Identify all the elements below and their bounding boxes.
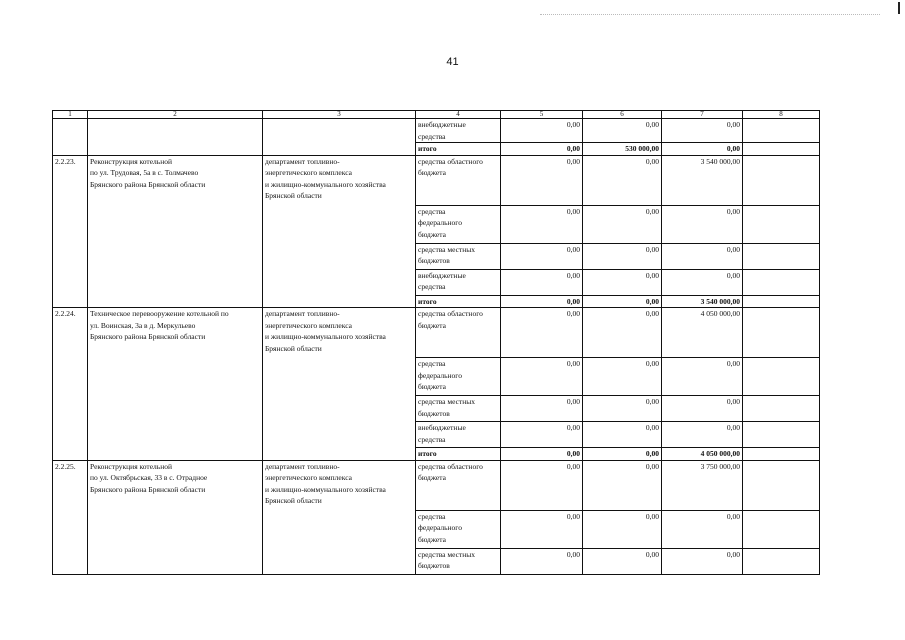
measure-code: 2.2.25. bbox=[53, 460, 88, 574]
value-col7: 3 540 000,00 bbox=[662, 295, 743, 308]
value-col7: 3 540 000,00 bbox=[662, 155, 743, 205]
column-header: 1 bbox=[53, 111, 88, 119]
funding-source: итого bbox=[416, 448, 501, 461]
value-col5: 0,00 bbox=[501, 295, 583, 308]
column-header: 7 bbox=[662, 111, 743, 119]
measure-name: Реконструкция котельной по ул. Трудовая, 5а в с. Толмачево Брянского района Брянской области bbox=[88, 155, 263, 308]
funding-source: внебюджетные средства bbox=[416, 119, 501, 143]
value-col6: 0,00 bbox=[583, 510, 662, 548]
funding-source: внебюджетные средства bbox=[416, 269, 501, 295]
funding-source: средства федерального бюджета bbox=[416, 510, 501, 548]
column-header: 8 bbox=[743, 111, 820, 119]
value-col8 bbox=[743, 205, 820, 243]
funding-source: средства федерального бюджета bbox=[416, 358, 501, 396]
budget-table bbox=[52, 110, 820, 575]
value-col7: 0,00 bbox=[662, 548, 743, 574]
value-col7: 0,00 bbox=[662, 119, 743, 143]
value-col8 bbox=[743, 143, 820, 156]
value-col5: 0,00 bbox=[501, 548, 583, 574]
page-number: 41 bbox=[446, 56, 459, 68]
value-col6: 0,00 bbox=[583, 358, 662, 396]
value-col6: 530 000,00 bbox=[583, 143, 662, 156]
funding-source: итого bbox=[416, 295, 501, 308]
value-col6: 0,00 bbox=[583, 269, 662, 295]
value-col5: 0,00 bbox=[501, 269, 583, 295]
funding-source: средства областного бюджета bbox=[416, 155, 501, 205]
value-col8 bbox=[743, 155, 820, 205]
measure-executor: департамент топливно- энергетического комплекса и жилищно-коммунального хозяйства Брянской области bbox=[263, 460, 416, 574]
value-col6: 0,00 bbox=[583, 396, 662, 422]
value-col6: 0,00 bbox=[583, 548, 662, 574]
value-col6: 0,00 bbox=[583, 205, 662, 243]
value-col5: 0,00 bbox=[501, 422, 583, 448]
value-col8 bbox=[743, 243, 820, 269]
funding-source: итого bbox=[416, 143, 501, 156]
value-col8 bbox=[743, 548, 820, 574]
value-col8 bbox=[743, 396, 820, 422]
value-col7: 0,00 bbox=[662, 358, 743, 396]
value-col8 bbox=[743, 269, 820, 295]
column-header: 6 bbox=[583, 111, 662, 119]
funding-source: средства областного бюджета bbox=[416, 460, 501, 510]
value-col5: 0,00 bbox=[501, 396, 583, 422]
object-name bbox=[88, 119, 263, 156]
value-col8 bbox=[743, 448, 820, 461]
value-col5: 0,00 bbox=[501, 358, 583, 396]
value-col7: 4 050 000,00 bbox=[662, 308, 743, 358]
funding-source: средства местных бюджетов bbox=[416, 548, 501, 574]
value-col7: 0,00 bbox=[662, 510, 743, 548]
column-header: 5 bbox=[501, 111, 583, 119]
value-col5: 0,00 bbox=[501, 143, 583, 156]
measure-name: Техническое перевооружение котельной по ул. Воинская, 3а в д. Меркульево Брянского района Брянской области bbox=[88, 308, 263, 461]
value-col7: 0,00 bbox=[662, 143, 743, 156]
value-col7: 0,00 bbox=[662, 205, 743, 243]
value-col6: 0,00 bbox=[583, 243, 662, 269]
funding-source: внебюджетные средства bbox=[416, 422, 501, 448]
value-col6: 0,00 bbox=[583, 422, 662, 448]
column-header: 2 bbox=[88, 111, 263, 119]
executor bbox=[263, 119, 416, 156]
value-col6: 0,00 bbox=[583, 448, 662, 461]
funding-source: средства федерального бюджета bbox=[416, 205, 501, 243]
value-col8 bbox=[743, 295, 820, 308]
value-col7: 0,00 bbox=[662, 422, 743, 448]
value-col8 bbox=[743, 119, 820, 143]
funding-source: средства местных бюджетов bbox=[416, 243, 501, 269]
value-col5: 0,00 bbox=[501, 205, 583, 243]
value-col8 bbox=[743, 358, 820, 396]
scan-edge-mark bbox=[898, 2, 900, 14]
value-col8 bbox=[743, 510, 820, 548]
measure-code: 2.2.24. bbox=[53, 308, 88, 461]
value-col5: 0,00 bbox=[501, 308, 583, 358]
measure-executor: департамент топливно- энергетического комплекса и жилищно-коммунального хозяйства Брянской области bbox=[263, 155, 416, 308]
value-col7: 4 050 000,00 bbox=[662, 448, 743, 461]
value-col5: 0,00 bbox=[501, 155, 583, 205]
value-col5: 0,00 bbox=[501, 243, 583, 269]
column-header: 4 bbox=[416, 111, 501, 119]
value-col8 bbox=[743, 308, 820, 358]
column-header: 3 bbox=[263, 111, 416, 119]
value-col7: 3 750 000,00 bbox=[662, 460, 743, 510]
value-col5: 0,00 bbox=[501, 510, 583, 548]
funding-source: средства областного бюджета bbox=[416, 308, 501, 358]
value-col6: 0,00 bbox=[583, 295, 662, 308]
measure-name: Реконструкция котельной по ул. Октябрьская, 33 в с. Отрадное Брянского района Брянской области bbox=[88, 460, 263, 574]
table-row bbox=[53, 155, 820, 205]
value-col5: 0,00 bbox=[501, 460, 583, 510]
value-col8 bbox=[743, 422, 820, 448]
table-row bbox=[53, 308, 820, 358]
value-col7: 0,00 bbox=[662, 243, 743, 269]
value-col6: 0,00 bbox=[583, 308, 662, 358]
funding-source: средства местных бюджетов bbox=[416, 396, 501, 422]
table-row bbox=[53, 460, 820, 510]
value-col6: 0,00 bbox=[583, 460, 662, 510]
value-col7: 0,00 bbox=[662, 396, 743, 422]
value-col5: 0,00 bbox=[501, 448, 583, 461]
value-col5: 0,00 bbox=[501, 119, 583, 143]
value-col8 bbox=[743, 460, 820, 510]
value-col6: 0,00 bbox=[583, 155, 662, 205]
row-code bbox=[53, 119, 88, 156]
table-row bbox=[53, 119, 820, 143]
value-col7: 0,00 bbox=[662, 269, 743, 295]
measure-code: 2.2.23. bbox=[53, 155, 88, 308]
value-col6: 0,00 bbox=[583, 119, 662, 143]
scan-artifact-line bbox=[540, 14, 880, 15]
column-number-row bbox=[53, 111, 820, 119]
measure-executor: департамент топливно- энергетического комплекса и жилищно-коммунального хозяйства Брянской области bbox=[263, 308, 416, 461]
